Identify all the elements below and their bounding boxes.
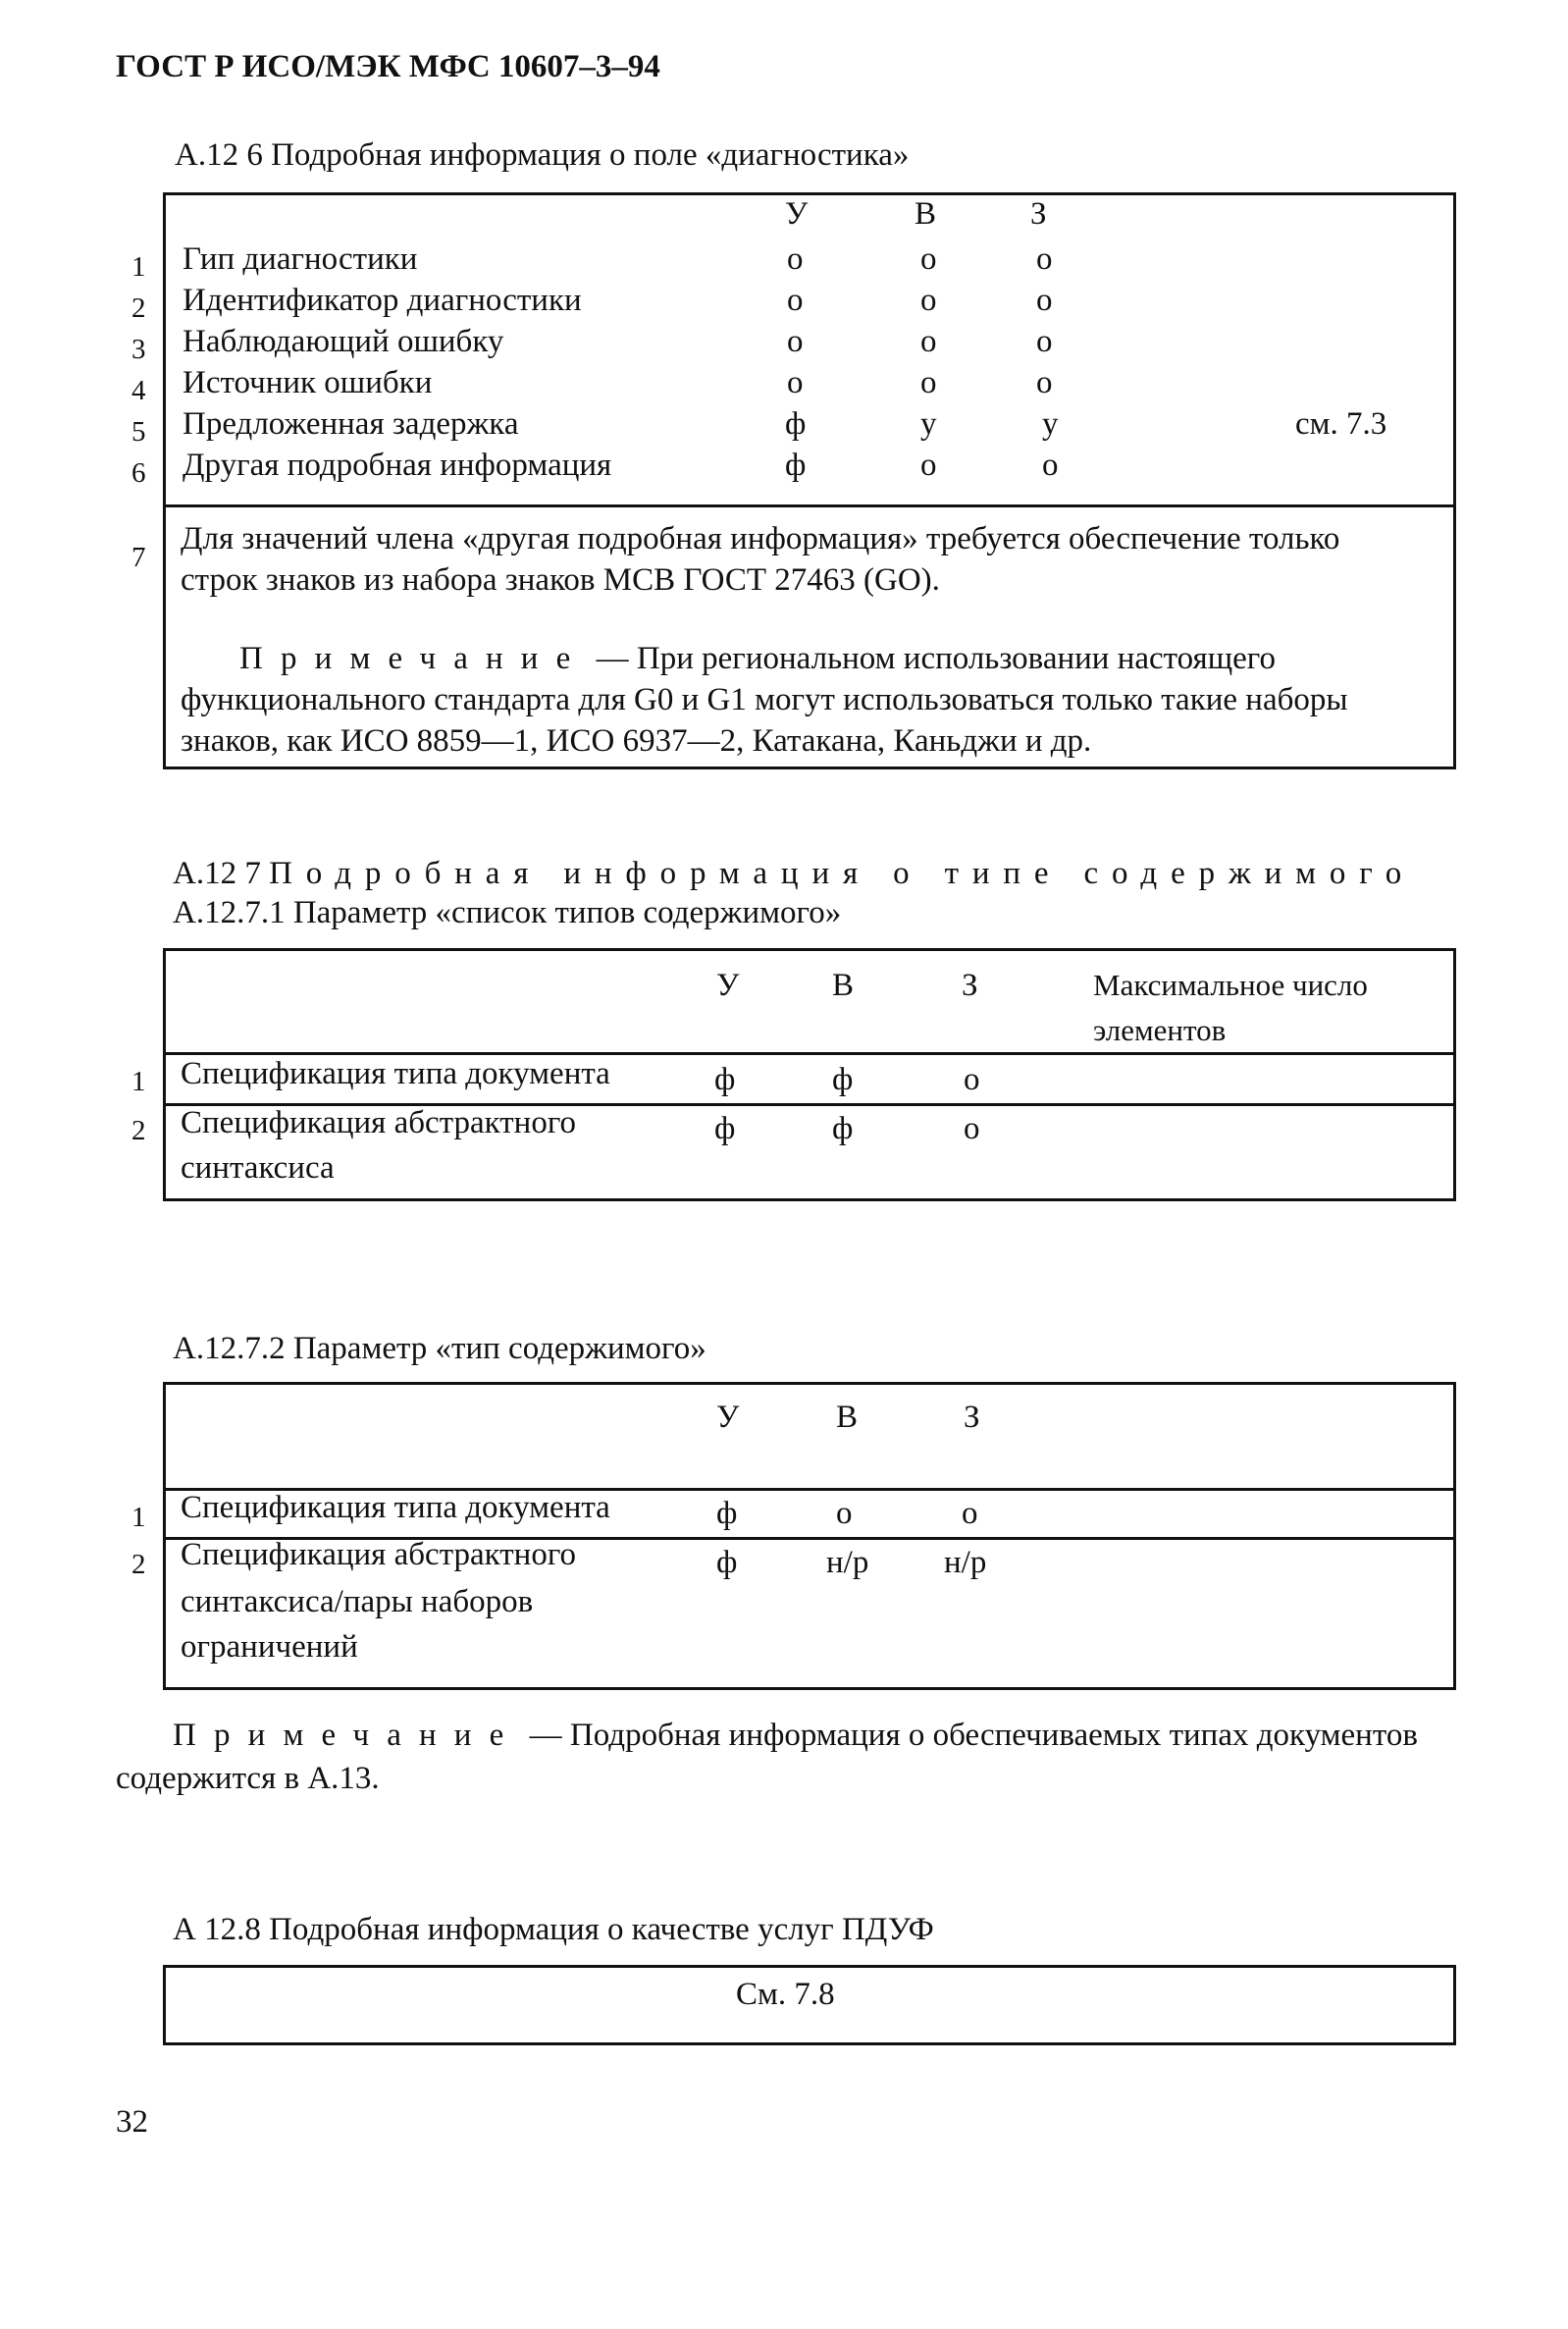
- row-label: Другая подробная информация: [183, 448, 612, 483]
- cell-z: н/р: [944, 1545, 987, 1580]
- row-label-l2: синтаксиса/пары наборов: [181, 1584, 534, 1619]
- row-label: Наблюдающий ошибку: [183, 324, 504, 359]
- note-text: — При региональном использовании настоящего: [588, 641, 1276, 676]
- section-a128-title: А 12.8 Подробная информация о качестве услуг ПДУФ: [173, 1912, 934, 1947]
- row-label: Спецификация абстрактного: [181, 1105, 577, 1140]
- note-a126-line2: функционального стандарта для G0 и G1 могут использоваться только такие наборы: [181, 682, 1348, 717]
- row-label-l2: синтаксиса: [181, 1150, 335, 1186]
- cell-v: ф: [832, 1111, 854, 1146]
- cell-z: о: [1042, 448, 1059, 483]
- note-text: — Подробная информация о обеспечиваемых типах документов: [521, 1718, 1418, 1753]
- cell-u: ф: [716, 1496, 738, 1531]
- cell-z: о: [964, 1111, 980, 1146]
- note-a126-line3: знаков, как ИСО 8859—1, ИСО 6937—2, Катакана, Каньджи и др.: [181, 723, 1092, 759]
- row-number: 5: [131, 416, 146, 448]
- row-label: Спецификация типа документа: [181, 1490, 610, 1525]
- cell-u: о: [787, 241, 804, 277]
- cell-u: ф: [716, 1545, 738, 1580]
- cell-u: ф: [785, 448, 807, 483]
- row-label: Гип диагностики: [183, 241, 418, 277]
- col-header-z: З: [964, 1400, 980, 1435]
- section-a126-title: А.12 6 Подробная информация о поле «диагностика»: [175, 137, 910, 173]
- row-number: 1: [131, 251, 146, 283]
- col-header-z: З: [962, 968, 978, 1003]
- cell-z: о: [1036, 365, 1053, 400]
- row-label: Источник ошибки: [183, 365, 433, 400]
- col-header-v: В: [836, 1400, 859, 1435]
- cell-u: о: [787, 324, 804, 359]
- row-label-l3: ограничений: [181, 1629, 358, 1665]
- section-a127-title: [173, 856, 1415, 892]
- row-number: 3: [131, 334, 146, 365]
- row7-line2: строк знаков из набора знаков МСВ ГОСТ 27463 (GO).: [181, 562, 940, 598]
- col-header-u: У: [716, 968, 740, 1003]
- col-header-u: У: [785, 196, 809, 232]
- row-label: Идентификатор диагностики: [183, 283, 582, 318]
- cell-z: о: [1036, 241, 1053, 277]
- col-header-u: У: [716, 1400, 740, 1435]
- cell-u: ф: [714, 1062, 736, 1097]
- cell-z: о: [962, 1496, 978, 1531]
- note-word: Примечание: [239, 641, 589, 676]
- page-number: 32: [116, 2104, 148, 2140]
- cell-u: ф: [785, 406, 807, 442]
- note-a126-line1: [239, 638, 1276, 679]
- row-number: 4: [131, 375, 146, 406]
- cell-z: о: [1036, 283, 1053, 318]
- cell-v: о: [920, 448, 937, 483]
- cell-v: у: [920, 406, 937, 442]
- note-word: Примечание: [173, 1718, 522, 1753]
- table-a1271-divider: [163, 1052, 1456, 1055]
- row-number: 1: [131, 1066, 146, 1097]
- col-header-z: З: [1030, 196, 1047, 232]
- note-a1272-line2: содержится в А.13.: [116, 1761, 380, 1796]
- col-header-max: Максимальное число: [1093, 968, 1368, 1002]
- cell-v: о: [920, 365, 937, 400]
- section-a127-prefix: А.12 7: [173, 856, 270, 891]
- cell-v: о: [920, 283, 937, 318]
- cell-z: о: [964, 1062, 980, 1097]
- cell-v: о: [920, 324, 937, 359]
- subsection-a1271-title: А.12.7.1 Параметр «список типов содержимого»: [173, 895, 842, 930]
- cell-v: ф: [832, 1062, 854, 1097]
- subsection-a1272-title: А.12.7.2 Параметр «тип содержимого»: [173, 1331, 706, 1366]
- row-label: Спецификация абстрактного: [181, 1537, 577, 1572]
- cell-u: о: [787, 283, 804, 318]
- cell-v: о: [836, 1496, 853, 1531]
- row-number: 2: [131, 1549, 146, 1580]
- row-number: 1: [131, 1502, 146, 1533]
- cell-z: у: [1042, 406, 1059, 442]
- row7-line1: Для значений члена «другая подробная информация» требуется обеспечение только: [181, 521, 1340, 556]
- col-header-v: В: [915, 196, 937, 232]
- page-header: ГОСТ Р ИСО/МЭК МФС 10607–3–94: [116, 49, 660, 84]
- col-header-v: В: [832, 968, 855, 1003]
- cell-u: ф: [714, 1111, 736, 1146]
- row-label: Спецификация типа документа: [181, 1056, 610, 1091]
- section-a127-heading: Подробная информация о типе содержимого: [269, 856, 1416, 891]
- cell-u: о: [787, 365, 804, 400]
- row-number: 2: [131, 292, 146, 324]
- row-number: 6: [131, 457, 146, 489]
- note-a1272-line1: [173, 1718, 1418, 1754]
- cell-v: н/р: [826, 1545, 869, 1580]
- row-label: Предложенная задержка: [183, 406, 519, 442]
- row-number: 2: [131, 1115, 146, 1146]
- table-a126-divider: [163, 504, 1456, 507]
- row-number: 7: [131, 542, 146, 573]
- col-header-max-l2: элементов: [1093, 1013, 1227, 1047]
- cell-v: о: [920, 241, 937, 277]
- table-a128-cell: См. 7.8: [736, 1977, 835, 2012]
- cell-ref: см. 7.3: [1295, 406, 1387, 442]
- cell-z: о: [1036, 324, 1053, 359]
